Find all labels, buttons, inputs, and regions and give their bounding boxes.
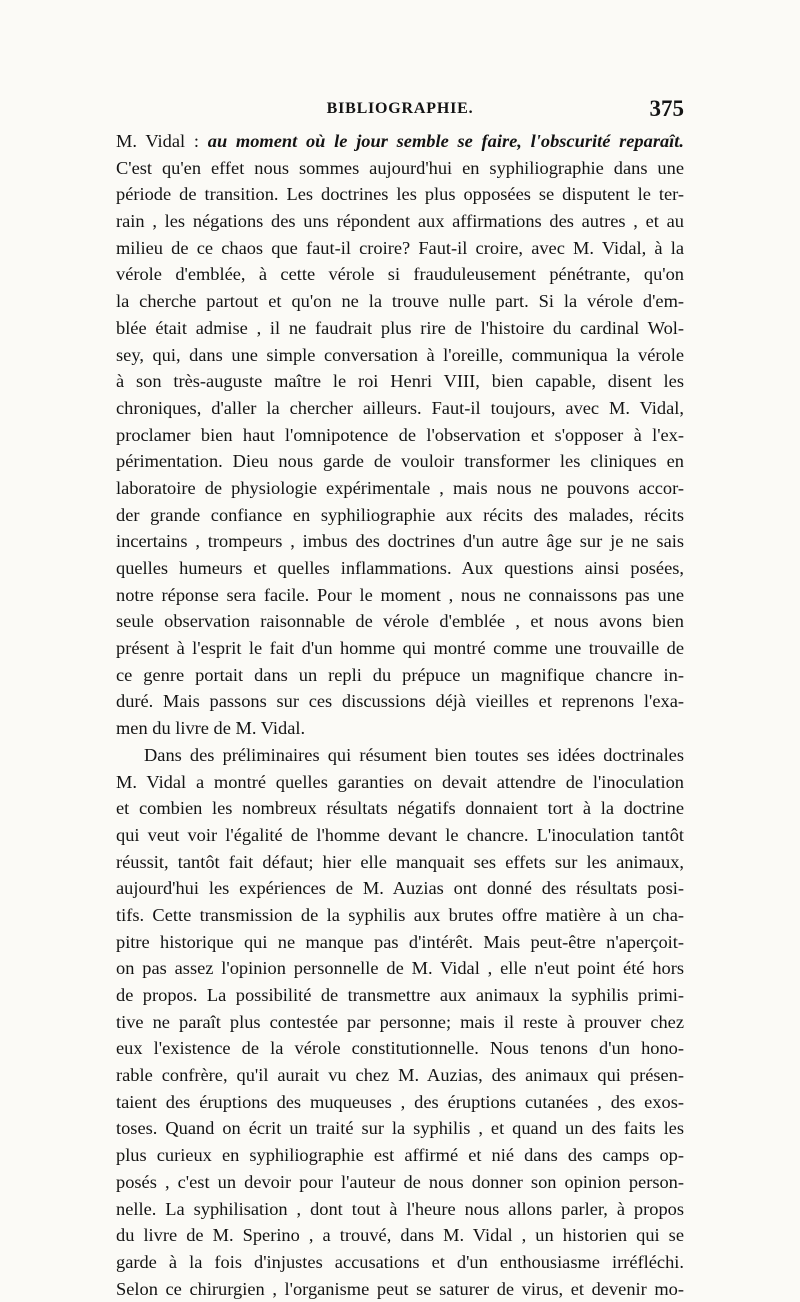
text-line: ce genre portait dans un repli du prépuce un magnifique chancre in- <box>116 664 684 685</box>
text-line: rain , les négations des uns répondent aux affirmations des autres , et au <box>116 211 684 232</box>
text-line: Selon ce chirurgien , l'organisme peut se saturer de virus, et devenir mo- <box>116 1278 684 1299</box>
text-line: tifs. Cette transmission de la syphilis aux brutes offre matière à un cha- <box>116 904 684 925</box>
text-line: quelles humeurs et quelles inflammations. Aux questions ainsi posées, <box>116 558 684 578</box>
text-line <box>116 128 684 155</box>
text-line: toses. Quand on écrit un traité sur la syphilis , et quand un des faits les <box>116 1118 684 1139</box>
text-line: du livre de M. Sperino , a trouvé, dans M. Vidal , un historien qui se <box>116 1225 684 1246</box>
running-title: BIBLIOGRAPHIE. <box>326 100 474 117</box>
text-line: aujourd'hui les expériences de M. Auzias ont donné des résultats posi- <box>116 878 684 899</box>
text-line: duré. Mais passons sur ces discussions déjà vieilles et reprenons l'exa- <box>116 691 684 712</box>
text-line: plus curieux en syphiliographie est affirmé et nié dans des camps op- <box>116 1145 684 1166</box>
text-line: milieu de ce chaos que faut-il croire? Faut-il croire, avec M. Vidal, à la <box>116 237 684 258</box>
text-line: posés , c'est un devoir pour l'auteur de nous donner son opinion person- <box>116 1171 684 1192</box>
text-line: eux l'existence de la vérole constitutionnelle. Nous tenons d'un hono- <box>116 1038 684 1059</box>
text-line: C'est qu'en effet nous sommes aujourd'hui en syphiliographie dans une <box>116 157 684 178</box>
text-line: M. Vidal a montré quelles garanties on devait attendre de l'inoculation <box>116 771 684 792</box>
text-line: proclamer bien haut l'omnipotence de l'observation et s'opposer à l'ex- <box>116 424 684 445</box>
text-line: taient des éruptions des muqueuses , des éruptions cutanées , des exos- <box>116 1091 684 1112</box>
text-line: qui veut voir l'égalité de l'homme devant le chancre. L'inoculation tantôt <box>116 824 684 845</box>
text-line: garde à la fois d'injustes accusations et d'un enthousiasme irréfléchi. <box>116 1251 684 1272</box>
text-line: période de transition. Les doctrines les plus opposées se disputent le ter- <box>116 184 684 205</box>
page-header <box>116 96 684 126</box>
text-line: notre réponse sera facile. Pour le moment , nous ne connaissons pas une <box>116 584 684 605</box>
text-line: seule observation raisonnable de vérole d'emblée , et nous avons bien <box>116 611 684 632</box>
italic-quote: au moment où le jour semble se faire, l'obscurité reparaît. <box>207 131 684 151</box>
text-line: blée était admise , il ne faudrait plus rire de l'histoire du cardinal Wol- <box>116 317 684 338</box>
text-line: périmentation. Dieu nous garde de vouloir transformer les cliniques en <box>116 451 684 472</box>
page-number: 375 <box>649 96 684 121</box>
text-line: on pas assez l'opinion personnelle de M. Vidal , elle n'eut point été hors <box>116 958 684 979</box>
text-lines <box>116 155 684 1302</box>
text-line: et combien les nombreux résultats négatifs donnaient tort à la doctrine <box>116 798 684 819</box>
text-line: nelle. La syphilisation , dont tout à l'heure nous allons parler, à propos <box>116 1198 684 1219</box>
text-line: à son très-auguste maître le roi Henri VIII, bien capable, disent les <box>116 371 684 392</box>
text-line: présent à l'esprit le fait d'un homme qui montré comme une trouvaille de <box>116 638 684 659</box>
text-line: sey, qui, dans une simple conversation à l'oreille, communiqua la vérole <box>116 344 684 365</box>
body-text <box>116 128 684 1302</box>
text-line: pitre historique qui ne manque pas d'intérêt. Mais peut-être n'aperçoit- <box>116 931 684 952</box>
line-prefix: M. Vidal : <box>116 131 208 151</box>
text-line: Dans des préliminaires qui résument bien toutes ses idées doctrinales <box>144 744 684 765</box>
text-line: men du livre de M. Vidal. <box>116 718 306 739</box>
text-line: réussit, tantôt fait défaut; hier elle manquait ses effets sur les animaux, <box>116 851 684 872</box>
text-line: de propos. La possibilité de transmettre aux animaux la syphilis primi- <box>116 985 684 1005</box>
text-line: la cherche partout et qu'on ne la trouve nulle part. Si la vérole d'em- <box>116 291 684 312</box>
text-line: der grande confiance en syphiliographie aux récits des malades, récits <box>116 504 684 525</box>
text-line: incertains , trompeurs , imbus des doctrines d'un autre âge sur je ne sais <box>116 531 684 552</box>
text-line: vérole d'emblée, à cette vérole si frauduleusement pénétrante, qu'on <box>116 264 684 285</box>
text-line: chroniques, d'aller la chercher ailleurs. Faut-il toujours, avec M. Vidal, <box>116 397 684 418</box>
text-line: tive ne paraît plus contestée par personne; mais il reste à prouver chez <box>116 1011 684 1032</box>
text-line: rable confrère, qu'il aurait vu chez M. Auzias, des animaux qui présen- <box>116 1065 684 1086</box>
text-line: laboratoire de physiologie expérimentale , mais nous ne pouvons accor- <box>116 477 684 498</box>
